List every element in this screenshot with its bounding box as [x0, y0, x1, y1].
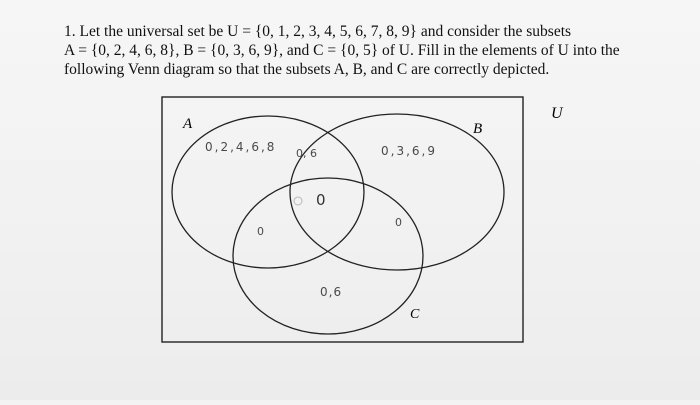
erased-mark	[294, 197, 302, 205]
problem-line-2: A = {0, 2, 4, 6, 8}, B = {0, 3, 6, 9}, and C = {0, 5} of U. Fill in the elements of U into the	[64, 42, 620, 59]
a-only-entry: 0,2,4,6,8	[205, 140, 277, 154]
set-a-circle	[172, 116, 364, 268]
a-and-b-entry: 0, 6	[296, 147, 317, 160]
center-entry: 0	[316, 191, 326, 209]
a-and-c-entry: 0	[257, 225, 264, 238]
set-a-label: A	[183, 116, 193, 132]
set-c-circle	[233, 178, 423, 334]
universal-set-label: U	[551, 105, 563, 122]
problem-line-1: 1. Let the universal set be U = {0, 1, 2, 3, 4, 5, 6, 7, 8, 9} and consider the subsets	[64, 23, 572, 40]
b-and-c-entry: 0	[395, 216, 402, 229]
set-b-label: B	[473, 121, 483, 137]
problem-line-3: following Venn diagram so that the subsets A, B, and C are correctly depicted.	[64, 61, 550, 78]
set-c-label: C	[410, 307, 420, 322]
b-only-entry: 0,3,6,9	[381, 144, 437, 158]
c-only-entry: 0,6	[320, 285, 343, 299]
